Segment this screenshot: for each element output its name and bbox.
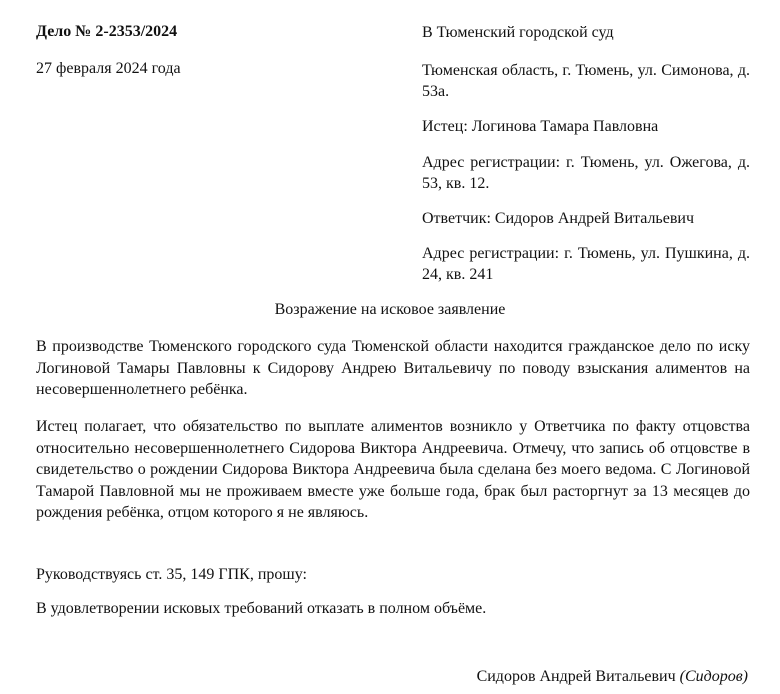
- paragraph-intro: В производстве Тюменского городского суда Тюменской области находится гражданское дело по иску Логиновой Тамары Павловны к Сидорову Андрею Витальевичу по поводу взыскания алиментов на несовершеннолетнего ребёнка.: [36, 338, 750, 398]
- court-address: Тюменская область, г. Тюмень, ул. Симонова, д. 53а.: [422, 62, 750, 100]
- case-number: Дело № 2-2353/2024: [36, 23, 178, 40]
- defendant-address: Адрес регистрации: г. Тюмень, ул. Пушкина, д. 24, кв. 241: [422, 245, 750, 283]
- plaintiff-address: Адрес регистрации: г. Тюмень, ул. Ожегова, д. 53, кв. 12.: [422, 154, 750, 192]
- document-title: Возражение на исковое заявление: [274, 301, 506, 318]
- plaintiff-name: Истец: Логинова Тамара Павловна: [422, 118, 659, 135]
- signature-line: [477, 668, 748, 686]
- document-date: 27 февраля 2024 года: [36, 60, 181, 77]
- signatory-name: Сидоров Андрей Витальевич: [476, 668, 676, 685]
- paragraph-argument: Истец полагает, что обязательство по выплате алиментов возникло у Ответчика по факту отцовства относительно несовершеннолетнего Сидорова Виктора Андреевича. Отмечу, что запись об отцовстве в свидетельство о рождении Сидорова Виктора Андреевича была сделана без моего ведома. С Логиновой Тамарой Павловной мы не проживаем вместе уже больше года, брак был расторгнут за 13 месяцев до рождения ребёнка, отцом которого я не являюсь.: [36, 418, 750, 521]
- handwritten-signature: (Сидоров): [679, 668, 748, 685]
- paragraph-legal-basis: Руководствуясь ст. 35, 149 ГПК, прошу:: [36, 566, 307, 583]
- court-name: В Тюменский городской суд: [422, 24, 614, 41]
- defendant-name: Ответчик: Сидоров Андрей Витальевич: [422, 210, 694, 227]
- addressee-block: [422, 0, 750, 290]
- paragraph-request: В удовлетворении исковых требований отказать в полном объёме.: [36, 600, 487, 617]
